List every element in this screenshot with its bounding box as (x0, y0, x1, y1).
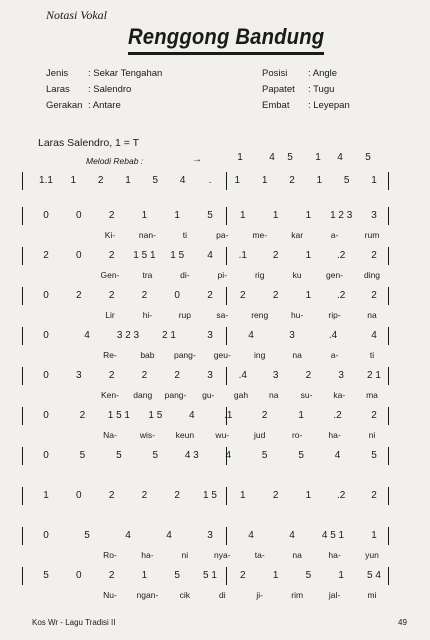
intro-note: 4 (269, 152, 275, 163)
info-label-laras: Laras (46, 84, 70, 95)
note: 2 (371, 410, 377, 421)
lyric-syllable: bab (140, 350, 155, 360)
note: 2 (261, 410, 268, 421)
lyric-syllable: na (269, 390, 279, 400)
lyric-syllable: ji- (256, 590, 264, 600)
bar-line (226, 287, 227, 305)
bar-line (226, 527, 227, 545)
lyric-syllable: Ken- (101, 390, 119, 400)
bar-line (226, 487, 227, 505)
lyric-syllable: yun (365, 550, 379, 560)
lyric-syllable: di (218, 590, 226, 600)
lyric-syllable: rim (291, 590, 304, 600)
note: 4 3 (184, 450, 199, 461)
note: 4 (248, 530, 254, 541)
bar-line (388, 247, 389, 265)
note: 1 (272, 570, 279, 581)
note: 3 (272, 370, 279, 381)
page-number: 49 (398, 618, 407, 627)
lyric-syllable: rum (364, 230, 380, 240)
note: 5 1 (203, 570, 217, 581)
info-value-jenis: : Sekar Tengahan (88, 68, 163, 79)
lyric-syllable: pa- (216, 230, 229, 240)
note: 1 (141, 210, 148, 221)
note: 2 (97, 175, 104, 186)
bar-line (388, 567, 389, 585)
note: 2 (141, 290, 148, 301)
lyric-syllable: mi (367, 590, 377, 600)
info-value-laras: : Salendro (88, 84, 132, 95)
lyric-syllable: me- (252, 230, 268, 240)
note: 0 (43, 450, 49, 461)
note: 2 1 (162, 330, 176, 341)
note: 2 (272, 290, 279, 301)
lyric-syllable: a- (330, 230, 339, 240)
note: 1 (272, 210, 279, 221)
lyric-syllable: gah (233, 390, 249, 400)
note: 3 (76, 370, 82, 381)
note: 4 (225, 450, 231, 461)
note: .1 (224, 410, 233, 421)
intro-note: 4 (337, 152, 343, 163)
note: 0 (43, 410, 49, 421)
info-label-jenis: Jenis (46, 68, 69, 79)
note: 2 (141, 490, 148, 501)
note: 2 (371, 490, 377, 501)
bar-line (226, 247, 227, 265)
note: .4 (238, 370, 247, 381)
bar-line (226, 367, 227, 385)
note: 1.1 (39, 175, 53, 186)
lyric-syllable: ha- (141, 550, 154, 560)
lyric-syllable: Gen- (100, 270, 120, 280)
lyric-syllable: Ro- (103, 550, 117, 560)
note: 1 (305, 490, 312, 501)
info-label-posisi: Posisi (262, 68, 288, 79)
note: .2 (337, 250, 346, 261)
note: 2 (108, 570, 115, 581)
lyric-syllable: sa- (216, 310, 229, 320)
note: 2 (108, 250, 115, 261)
note: 2 (305, 370, 312, 381)
note: .2 (337, 490, 346, 501)
note: 1 (70, 175, 77, 186)
lyric-syllable: kar (291, 230, 304, 240)
lyric-syllable: rip- (328, 310, 341, 320)
note: 5 (152, 450, 159, 461)
bar-line (22, 407, 23, 425)
note: 1 5 (203, 490, 217, 501)
note: .1 (238, 250, 247, 261)
lyric-syllable: wis- (139, 430, 155, 440)
note: 2 (79, 410, 86, 421)
note: 1 2 3 (330, 210, 353, 221)
intro-note: 5 (287, 152, 293, 163)
note: 0 (174, 290, 180, 301)
bar-line (22, 247, 23, 265)
note: 3 (371, 210, 377, 221)
note: 3 (338, 370, 344, 381)
note: 5 (152, 175, 159, 186)
page-title: Renggong Bandung (128, 24, 325, 49)
note: 1 5 (148, 410, 163, 421)
note: 4 (166, 530, 172, 541)
note: 1 (371, 175, 377, 186)
lyric-syllable: cik (179, 590, 191, 600)
note: 2 (108, 370, 115, 381)
note: 4 (84, 330, 90, 341)
note: 2 (272, 490, 279, 501)
arrow-icon: → (192, 154, 202, 165)
lyric-syllable: wu- (215, 430, 230, 440)
lyric-syllable: pang- (173, 350, 196, 360)
intro-label: Melodi Rebab : (86, 156, 144, 166)
note: 3 (289, 330, 295, 341)
note: 1 (338, 570, 344, 581)
note: 1 (240, 490, 246, 501)
note: 0 (43, 370, 49, 381)
note: .2 (333, 410, 342, 421)
note: 2 (207, 290, 213, 301)
note: .4 (328, 330, 338, 341)
info-value-embat: : Leyepan (308, 100, 350, 111)
lyric-syllable: Lir (105, 310, 115, 320)
bar-line (388, 447, 389, 465)
note: 2 (141, 370, 148, 381)
bar-line (226, 567, 227, 585)
info-label-embat: Embat (262, 100, 290, 111)
note: 2 (174, 370, 180, 381)
note: 1 (305, 210, 312, 221)
note: 1 (174, 210, 180, 221)
bar-line (22, 527, 23, 545)
lyric-syllable: ti (182, 230, 187, 240)
intro-note: 1 (315, 152, 321, 163)
lyric-syllable: ma (366, 390, 378, 400)
lyric-syllable: geu- (213, 350, 231, 360)
note: 5 (79, 450, 86, 461)
note: 1 (240, 210, 246, 221)
lyric-syllable: gu- (202, 390, 215, 400)
info-label-papatet: Papatet (262, 84, 295, 95)
bar-line (22, 287, 23, 305)
lyric-syllable: di- (180, 270, 190, 280)
lyric-syllable: ding (363, 270, 381, 280)
laras-heading: Laras Salendro, 1 = T (38, 137, 140, 149)
bar-line (22, 172, 23, 190)
lyric-syllable: jud (254, 430, 266, 440)
note: 1 (305, 250, 312, 261)
note: 2 (371, 250, 377, 261)
bar-line (226, 207, 227, 225)
lyric-syllable: ti (369, 350, 375, 360)
lyric-syllable: gen- (326, 270, 344, 280)
note: 5 (207, 210, 213, 221)
lyric-syllable: ka- (333, 390, 346, 400)
lyric-syllable: reng (251, 310, 269, 320)
note: 2 (108, 210, 115, 221)
note: 1 (371, 530, 377, 541)
note: 4 (125, 530, 131, 541)
note: 1 (316, 175, 323, 186)
lyric-syllable: keun (175, 430, 195, 440)
lyric-syllable: ngan- (136, 590, 159, 600)
note: 5 (261, 450, 268, 461)
note: 3 2 3 (116, 330, 140, 341)
note: 2 (174, 490, 180, 501)
note: 2 (289, 175, 295, 186)
lyric-syllable: a- (330, 350, 339, 360)
info-value-gerakan: : Antare (88, 100, 121, 111)
lyric-syllable: ni (181, 550, 189, 560)
note: 1 (141, 570, 148, 581)
lyric-syllable: hu- (290, 310, 304, 320)
note: 0 (43, 210, 49, 221)
bar-line (388, 287, 389, 305)
note: 3 (207, 330, 213, 341)
note: 3 (207, 530, 213, 541)
note: 1 5 (170, 250, 185, 261)
bar-line (388, 527, 389, 545)
note: 5 (305, 570, 312, 581)
note: 0 (76, 210, 82, 221)
info-label-gerakan: Gerakan (46, 100, 83, 111)
lyric-syllable: rig (254, 270, 265, 280)
lyric-syllable: na (292, 550, 302, 560)
note: 4 (334, 450, 341, 461)
note: 4 (188, 410, 195, 421)
bar-line (226, 327, 227, 345)
note: 0 (76, 250, 82, 261)
note: 2 (240, 570, 246, 581)
lyric-syllable: nya- (214, 550, 231, 560)
note: 4 (289, 530, 295, 541)
note: 4 5 1 (321, 530, 345, 541)
lyric-syllable: pang- (164, 390, 187, 400)
note: 1 (234, 175, 241, 186)
note: 4 (248, 330, 254, 341)
lyric-syllable: na (367, 310, 377, 320)
note: 1 (43, 490, 49, 501)
note: 2 (108, 490, 115, 501)
note: 5 (343, 175, 350, 186)
bar-line (388, 172, 389, 190)
note: 1 5 1 (107, 410, 130, 421)
note: 5 (116, 450, 122, 461)
note: 1 5 1 (133, 250, 156, 261)
info-value-papatet: : Tugu (308, 84, 335, 95)
lyric-syllable: Ki- (104, 230, 116, 240)
note: 2 (371, 290, 377, 301)
note: 0 (76, 490, 82, 501)
lyric-syllable: Re- (103, 350, 117, 360)
lyric-syllable: ing (254, 350, 266, 360)
bar-line (22, 327, 23, 345)
bar-line (22, 367, 23, 385)
note: 1 (261, 175, 268, 186)
note: 2 (240, 290, 246, 301)
note: 0 (43, 330, 49, 341)
note: 2 (108, 290, 115, 301)
lyric-syllable: nan- (138, 230, 156, 240)
bar-line (22, 447, 23, 465)
intro-note: 5 (365, 152, 371, 163)
title-underline (128, 52, 324, 55)
note: . (208, 175, 212, 186)
lyric-syllable: Nu- (103, 590, 117, 600)
bar-line (388, 207, 389, 225)
lyric-syllable: tra (142, 270, 153, 280)
lyric-syllable: ro- (291, 430, 303, 440)
lyric-syllable: su- (300, 390, 313, 400)
note: 0 (43, 290, 49, 301)
note: .2 (337, 290, 346, 301)
note: 3 (207, 370, 213, 381)
lyric-syllable: hi- (142, 310, 153, 320)
note: 4 (207, 250, 213, 261)
note: 2 1 (367, 370, 381, 381)
note: 5 4 (367, 570, 381, 581)
bar-line (388, 407, 389, 425)
note: 2 (76, 290, 82, 301)
lyric-syllable: dang (133, 390, 153, 400)
note: 2 (272, 250, 279, 261)
note: 4 (371, 330, 377, 341)
lyric-syllable: ha- (328, 550, 341, 560)
lyric-syllable: ku (292, 270, 302, 280)
note: 5 (43, 570, 49, 581)
lyric-syllable: rup (178, 310, 191, 320)
note: 0 (76, 570, 82, 581)
lyric-syllable: jal- (328, 590, 341, 600)
note: 1 (298, 410, 304, 421)
lyric-syllable: na (292, 350, 302, 360)
note: 5 (371, 450, 377, 461)
note: 1 (305, 290, 312, 301)
note: 5 (84, 530, 90, 541)
note: 4 (179, 175, 186, 186)
bar-line (388, 487, 389, 505)
bar-line (22, 487, 23, 505)
note: 1 (125, 175, 131, 186)
lyric-syllable: ta- (254, 550, 265, 560)
bar-line (226, 172, 227, 190)
lyric-syllable: ni (368, 430, 376, 440)
note: 0 (43, 530, 49, 541)
bar-line (22, 567, 23, 585)
lyric-syllable: Na- (103, 430, 117, 440)
intro-note: 1 (237, 152, 243, 163)
note: 5 (174, 570, 180, 581)
bar-line (388, 327, 389, 345)
note: 2 (43, 250, 49, 261)
footer-title: Kos Wr - Lagu Tradisi II (32, 618, 116, 627)
bar-line (22, 207, 23, 225)
lyric-syllable: pi- (217, 270, 228, 280)
info-value-posisi: : Angle (308, 68, 338, 79)
lyric-syllable: ha- (328, 430, 341, 440)
bar-line (388, 367, 389, 385)
subtitle: Notasi Vokal (46, 8, 108, 22)
note: 5 (298, 450, 304, 461)
